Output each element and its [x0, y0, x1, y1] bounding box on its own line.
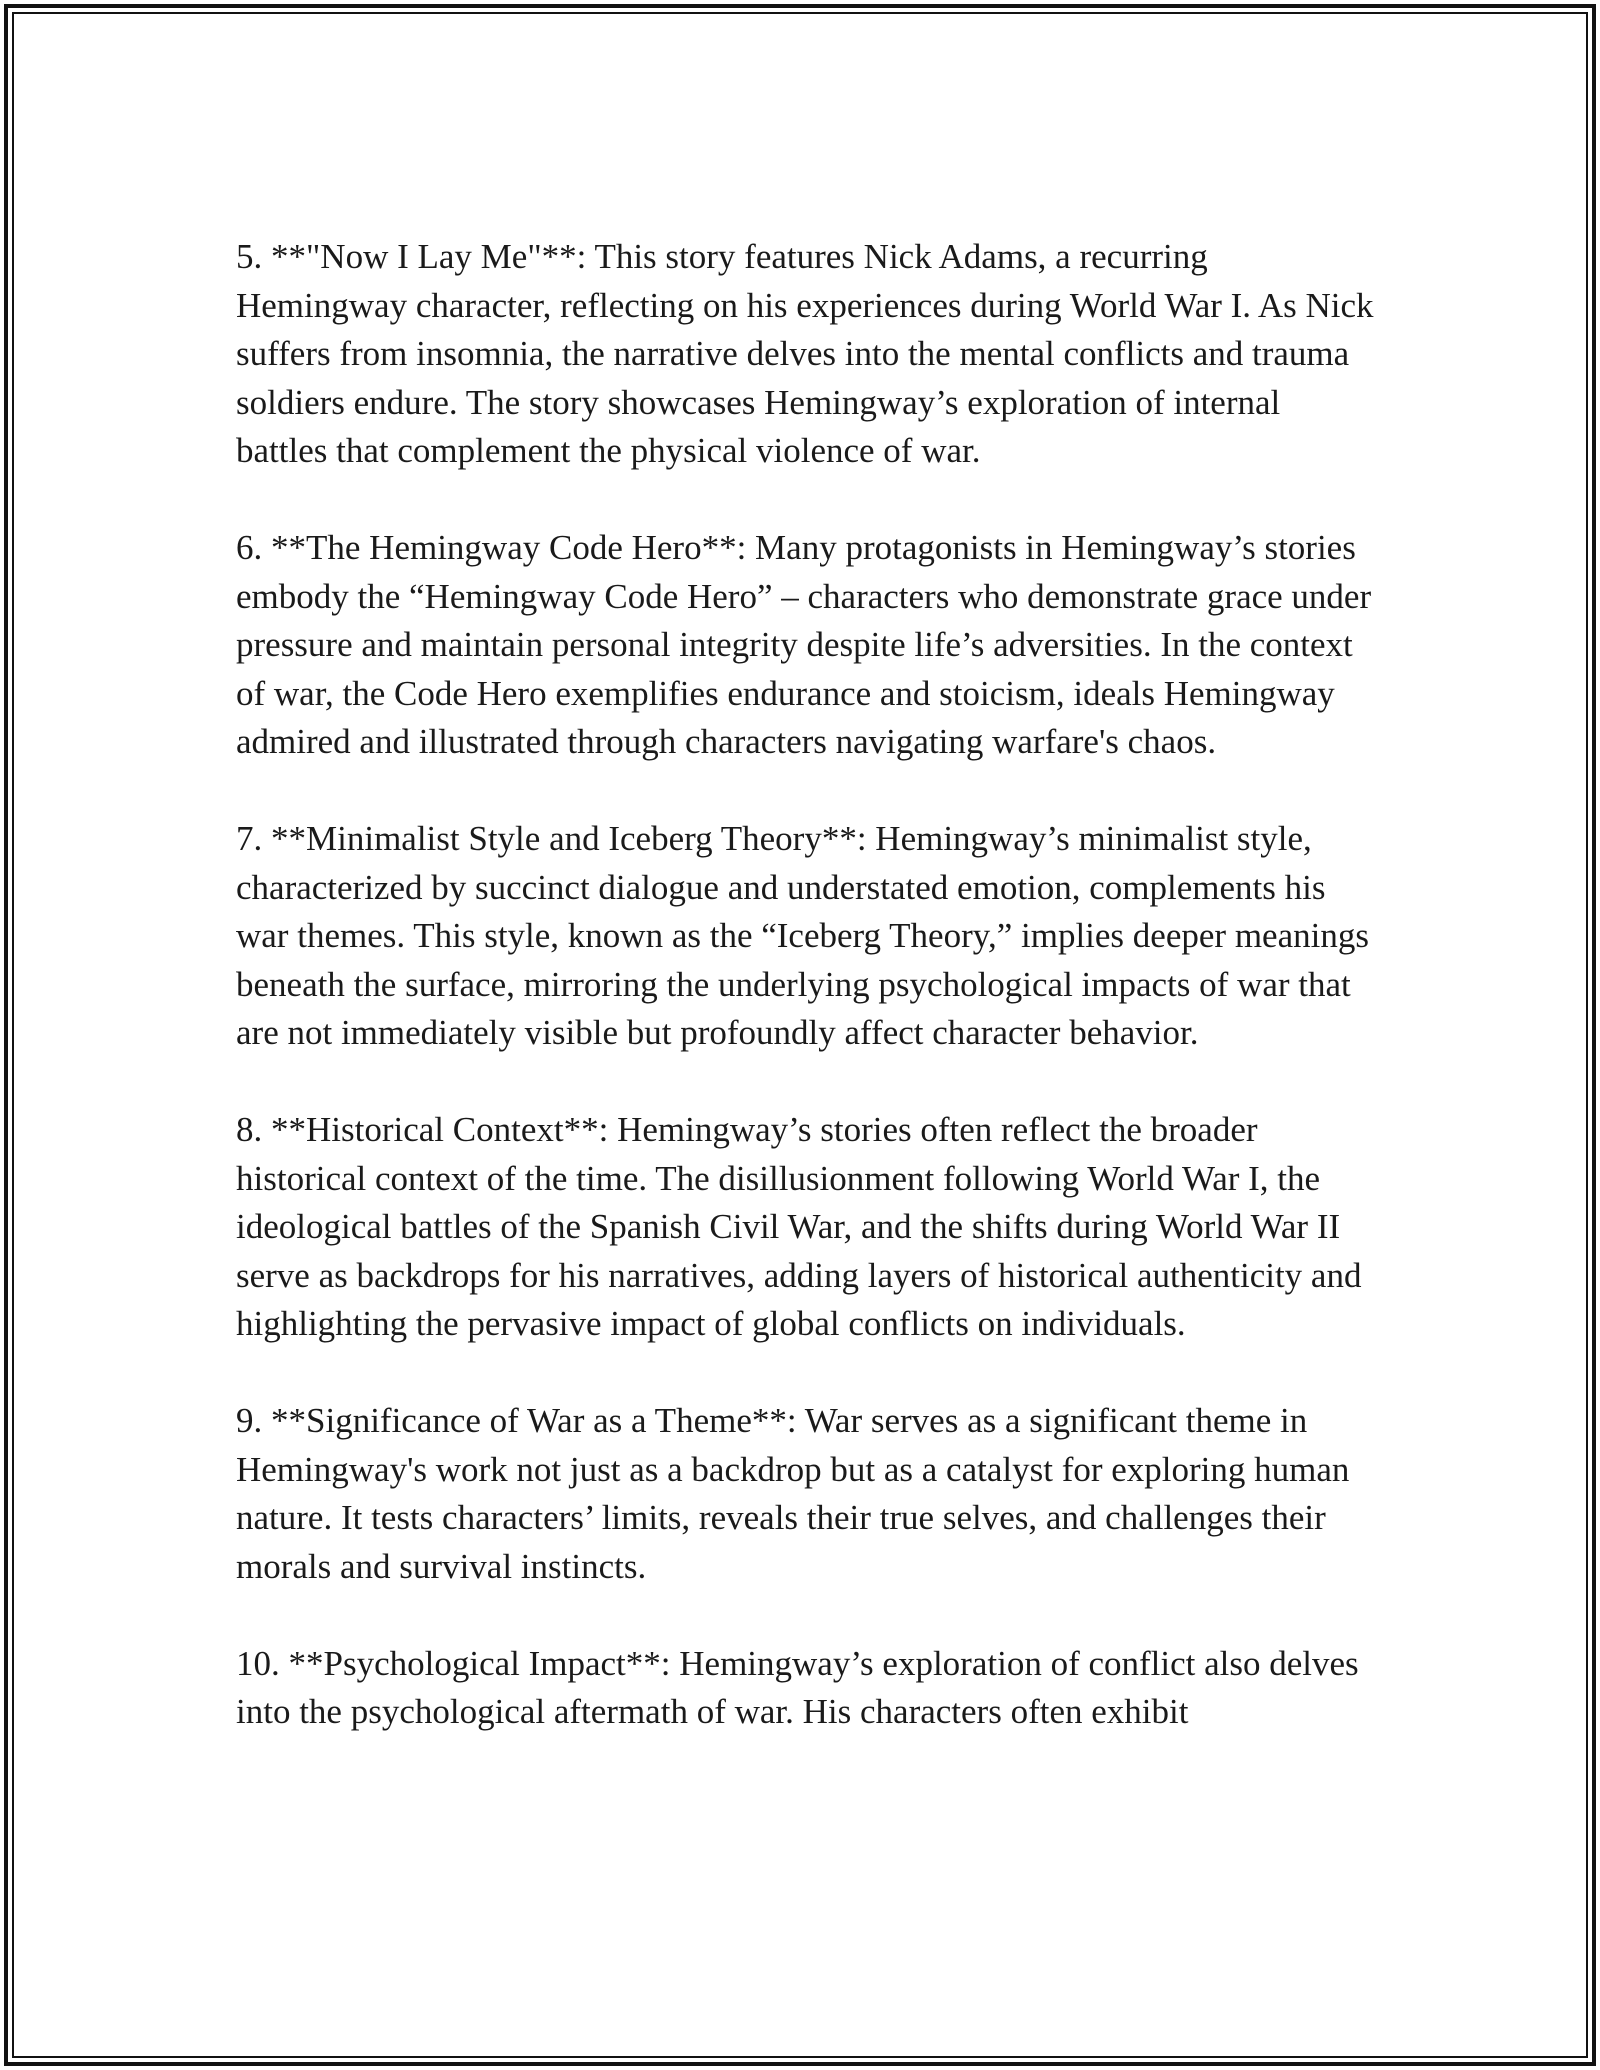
paragraph-war-as-theme: 9. **Significance of War as a Theme**: War serves as a significant theme in Hemingway's work not just as a backdrop but as a catalyst for exploring human nature. It tests characters’ limits, reveals their true selves, and challenges their morals and survival instincts. [236, 1401, 1350, 1586]
paragraph-iceberg-theory: 7. **Minimalist Style and Iceberg Theory**: Hemingway’s minimalist style, characterized by succinct dialogue and understated emotion, complements his war themes. This style, known as the “Iceberg Theory,” implies deeper meanings beneath the surface, mirroring the underlying psychological impacts of war that are not immediately visible but profoundly affect character behavior. [236, 819, 1369, 1052]
paragraph-historical-context: 8. **Historical Context**: Hemingway’s stories often reflect the broader historical context of the time. The disillusionment following World War I, the ideological battles of the Spanish Civil War, and the shifts during World War II serve as backdrops for his narratives, adding layers of historical authenticity and highlighting the pervasive impact of global conflicts on individuals. [236, 1110, 1362, 1343]
document-body [236, 233, 1376, 1785]
paragraph-code-hero: 6. **The Hemingway Code Hero**: Many protagonists in Hemingway’s stories embody the “Hemingway Code Hero” – characters who demonstrate grace under pressure and maintain personal integrity despite life’s adversities. In the context of war, the Code Hero exemplifies endurance and stoicism, ideals Hemingway admired and illustrated through characters navigating warfare's chaos. [236, 528, 1372, 761]
paragraph-now-i-lay-me: 5. **"Now I Lay Me"**: This story features Nick Adams, a recurring Hemingway character, reflecting on his experiences during World War I. As Nick suffers from insomnia, the narrative delves into the mental conflicts and trauma soldiers endure. The story showcases Hemingway’s exploration of internal battles that complement the physical violence of war. [236, 237, 1374, 470]
paragraph-psychological-impact: 10. **Psychological Impact**: Hemingway’s exploration of conflict also delves into the psychological aftermath of war. His characters often exhibit [236, 1643, 1359, 1731]
